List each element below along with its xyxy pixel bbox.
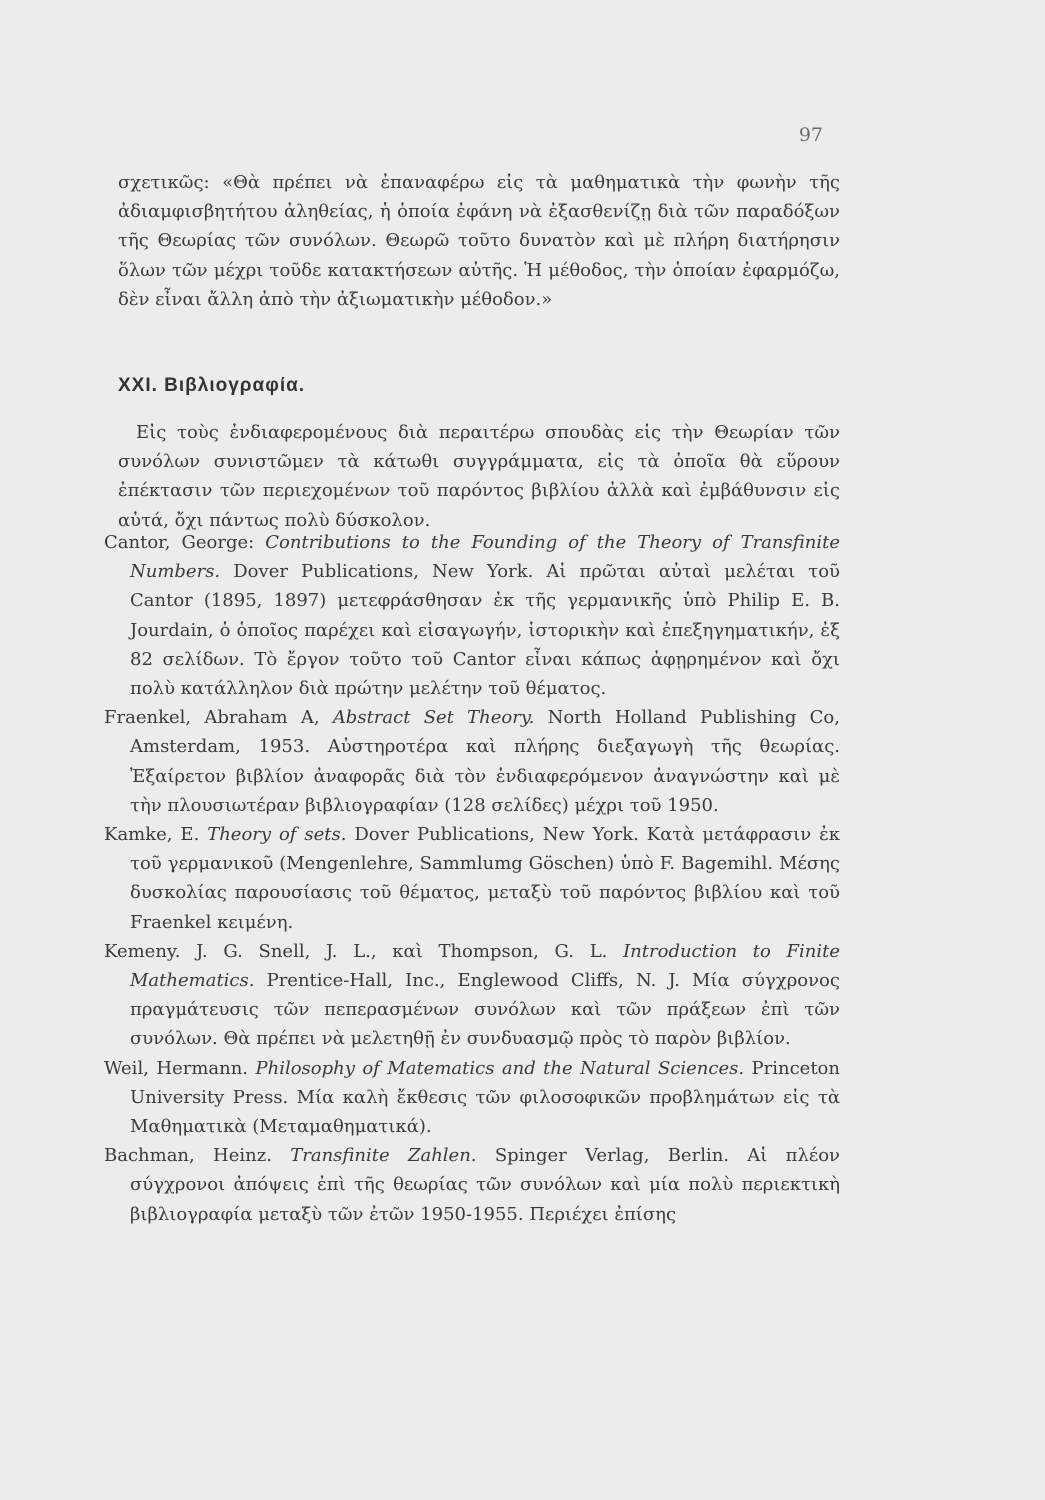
bibliography-entry — [104, 703, 840, 820]
entry-author: Bachman, Heinz. — [104, 1145, 272, 1167]
entry-title: Transfinite Zahlen. — [290, 1145, 477, 1167]
bibliography-list — [104, 528, 840, 1229]
entry-author: Fraenkel, Abraham A, — [104, 707, 320, 729]
bibliography-entry — [104, 820, 840, 937]
bibliography-intro-paragraph: Εἰς τοὺς ἐνδιαφερομένους διὰ περαιτέρω σπουδὰς εἰς τὴν Θεωρίαν τῶν συνόλων συνιστῶμεν τὰ κάτωθι συγγράμματα, εἰς τὰ ὁποῖα θὰ εὕρουν ἐπέκτασιν τῶν περιεχομένων τοῦ παρόντος βιβλίου ἀλλὰ καὶ ἐμβάθυνσιν εἰς αὐτά, ὄχι πάντως πολὺ δύσκολον. — [118, 422, 840, 531]
entry-note: Princeton University Press. Μία καλὴ ἔκθεσις τῶν φιλοσοφικῶν προβλημάτων εἰς τὰ Μαθηματικὰ (Μεταμαθηματικά). — [130, 1057, 840, 1138]
entry-title: Abstract Set Theory. — [332, 707, 535, 729]
entry-author: Kemeny. J. G. Snell, J. L., καὶ Thompson, G. L. — [104, 940, 608, 962]
closing-quote-paragraph: σχετικῶς: «Θὰ πρέπει νὰ ἐπαναφέρω εἰς τὰ μαθηματικὰ τὴν φωνὴν τῆς ἀδιαμφισβητήτου ἀληθείας, ἡ ὁποία ἐφάνη νὰ ἐξασθενίζῃ διὰ τῶν παραδόξων τῆς Θεωρίας τῶν συνόλων. Θεωρῶ τοῦτο δυνατὸν καὶ μὲ πλήρη διατήρησιν ὅλων τῶν μέχρι τοῦδε κατακτήσεων αὐτῆς. Ἡ μέθοδος, τὴν ὁποίαν ἐφαρμόζω, δὲν εἶναι ἄλλη ἀπὸ τὴν ἀξιωματικὴν μέθοδον.» — [118, 172, 840, 310]
bibliography-entry — [104, 1054, 840, 1142]
entry-note: North Holland Publishing Co, Amsterdam, 1953. Αὐστηροτέρα καὶ πλήρης διεξαγωγὴ τῆς θεωρίας. Ἐξαίρετον βιβλίον ἀναφορᾶς διὰ τὸν ἐνδιαφερόμενον ἀναγνώστην καὶ μὲ τὴν πλουσιωτέραν βιβλιογραφίαν (128 σελίδες) μέχρι τοῦ 1950. — [130, 707, 840, 816]
entry-note: Dover Publications, New York. Κατὰ μετάφρασιν ἐκ τοῦ γερμανικοῦ (Mengenlehre, Sammlumg Göschen) ὑπὸ F. Bagemihl. Μέσης δυσκολίας παρουσίασις τοῦ θέματος, μεταξὺ τοῦ παρόντος βιβλίου καὶ τοῦ Fraenkel κειμένη. — [130, 824, 840, 933]
entry-title: Introduction to Finite Mathematics. — [130, 940, 840, 992]
entry-title: Philosophy of Matematics and the Natural Sciences. — [255, 1057, 745, 1079]
entry-author: Cantor, George: — [104, 532, 255, 553]
entry-note: Dover Publications, New York. Αἱ πρῶται αὐταὶ μελέται τοῦ Cantor (1895, 1897) μετεφράσθησαν ἐκ τῆς γερμανικῆς ὑπὸ Philip E. B. Jourdain, ὁ ὁποῖος παρέχει καὶ εἰσαγωγήν, ἱστορικὴν καὶ ἐπεξηγηματικήν, ἐξ 82 σελίδων. Τὸ ἔργον τοῦτο τοῦ Cantor εἶναι κάπως ἀφῃρημένον καὶ ὄχι πολὺ κατάλληλον διὰ πρώτην μελέτην τοῦ θέματος. — [130, 561, 840, 700]
entry-note: Prentice-Hall, Inc., Englewood Cliffs, N. J. Μία σύγχρονος πραγμάτευσις τῶν πεπερασμένων συνόλων καὶ τῶν πράξεων ἐπὶ τῶν συνόλων. Θὰ πρέπει νὰ μελετηθῇ ἐν συνδυασμῷ πρὸς τὸ παρὸν βιβλίον. — [130, 970, 840, 1050]
page-number: 97 — [798, 124, 823, 146]
bibliography-entry — [104, 528, 840, 703]
entry-title: Contributions to the Founding of the Theory of Transfinite Numbers. — [130, 532, 840, 583]
bibliography-entry — [104, 1141, 840, 1229]
entry-title: Theory of sets. — [207, 824, 347, 846]
entry-author: Weil, Hermann. — [104, 1057, 249, 1079]
bibliography-entry — [104, 937, 840, 1054]
section-heading: XXI. Βιβλιογραφία. — [118, 375, 306, 396]
entry-author: Kamke, E. — [104, 824, 200, 846]
entry-note: Spinger Verlag, Berlin. Αἱ πλέον σύγχρονοι ἀπόψεις ἐπὶ τῆς θεωρίας τῶν συνόλων καὶ μία πολὺ περιεκτικὴ βιβλιογραφία μεταξὺ τῶν ἐτῶν 1950-1955. Περιέχει ἐπίσης — [130, 1145, 840, 1225]
